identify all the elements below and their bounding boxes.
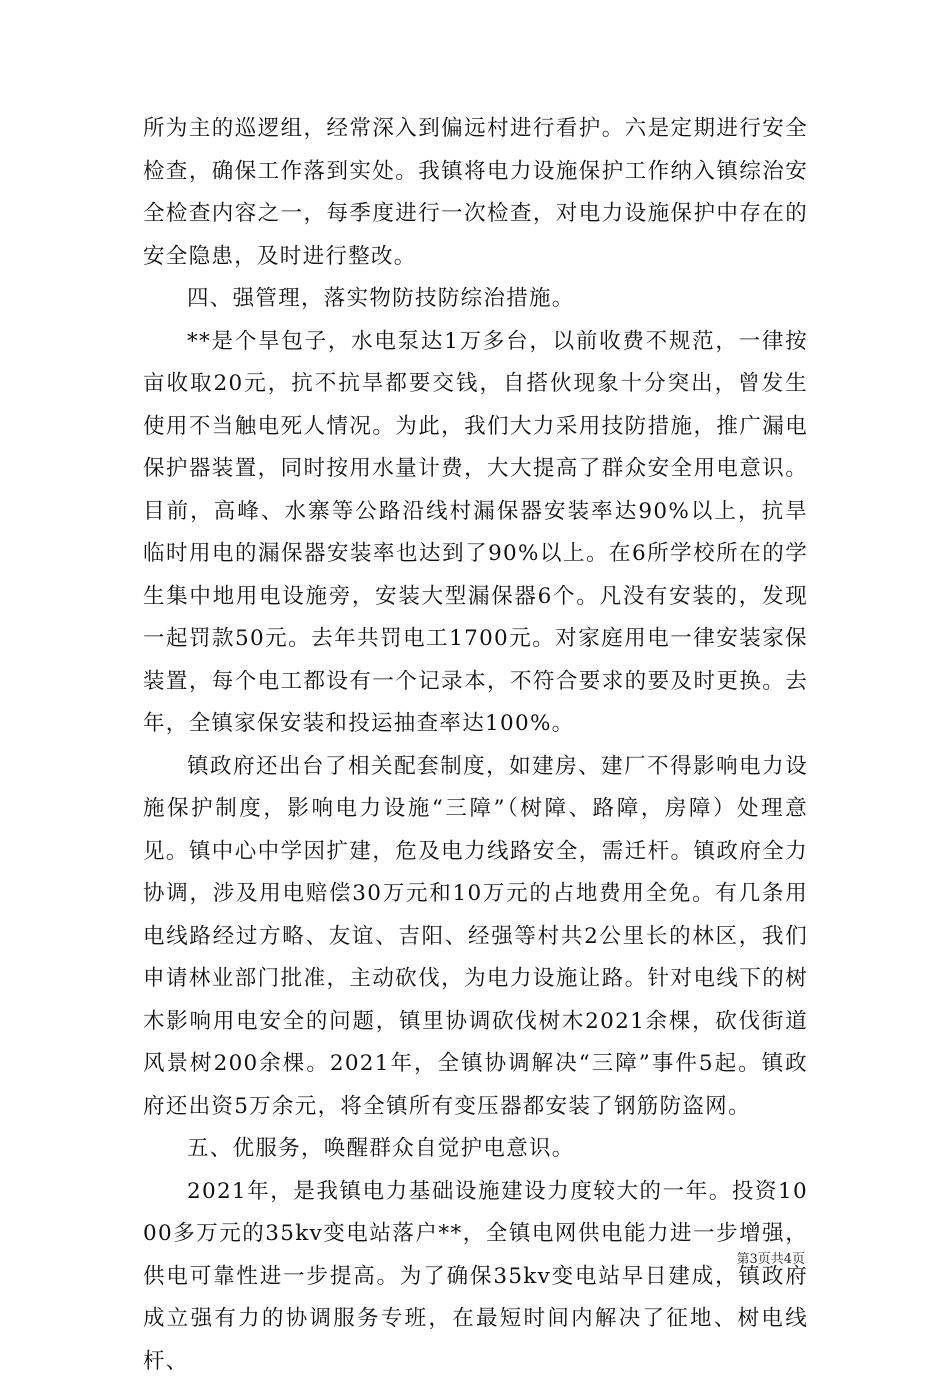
document-body xyxy=(143,108,808,1383)
paragraph-substation-construction: 2021年，是我镇电力基础设施建设力度较大的一年。投资1000多万元的35kv变电站落户**，全镇电网供电能力进一步增强，供电可靠性进一步提高。为了确保35kv变电站早日建成，镇政府成立强有力的协调服务专班，在最短时间内解决了征地、树电线杆、 xyxy=(143,1171,808,1383)
paragraph-security-check: 所为主的巡逻组，经常深入到偏远村进行看护。六是定期进行安全检查，确保工作落到实处。我镇将电力设施保护工作纳入镇综治安全检查内容之一，每季度进行一次检查，对电力设施保护中存在的安全隐患，及时进行整改。 xyxy=(143,108,808,278)
page-number-footer: 第3页共4页 xyxy=(736,1251,805,1269)
section-heading-management: 四、强管理，落实物防技防综治措施。 xyxy=(143,278,808,321)
paragraph-leakage-protection: **是个旱包子，水电泵达1万多台，以前收费不规范，一律按亩收取20元，抗不抗旱都要交钱，自搭伙现象十分突出，曾发生使用不当触电死人情况。为此，我们大力采用技防措施，推广漏电保护器装置，同时按用水量计费，大大提高了群众安全用电意识。目前，高峰、水寨等公路沿线村漏保器安装率达90%以上，抗旱临时用电的漏保器安装率也达到了90%以上。在6所学校所在的学生集中地用电设施旁，安装大型漏保器6个。凡没有安装的，发现一起罚款50元。去年共罚电工1700元。对家庭用电一律安装家保装置，每个电工都设有一个记录本，不符合要求的要及时更换。去年，全镇家保安装和投运抽查率达100%。 xyxy=(143,321,808,746)
section-heading-service: 五、优服务，唤醒群众自觉护电意识。 xyxy=(143,1128,808,1171)
paragraph-supporting-policies: 镇政府还出台了相关配套制度，如建房、建厂不得影响电力设施保护制度，影响电力设施“三障”（树障、路障，房障）处理意见。镇中心中学因扩建，危及电力线路安全，需迁杆。镇政府全力协调，涉及用电赔偿30万元和10万元的占地费用全免。有几条用电线路经过方略、友谊、吉阳、经强等村共2公里长的林区，我们申请林业部门批准，主动砍伐，为电力设施让路。针对电线下的树木影响用电安全的问题，镇里协调砍伐树木2021余棵，砍伐街道风景树200余棵。2021年，全镇协调解决“三障”事件5起。镇政府还出资5万余元，将全镇所有变压器都安装了钢筋防盗网。 xyxy=(143,746,808,1129)
